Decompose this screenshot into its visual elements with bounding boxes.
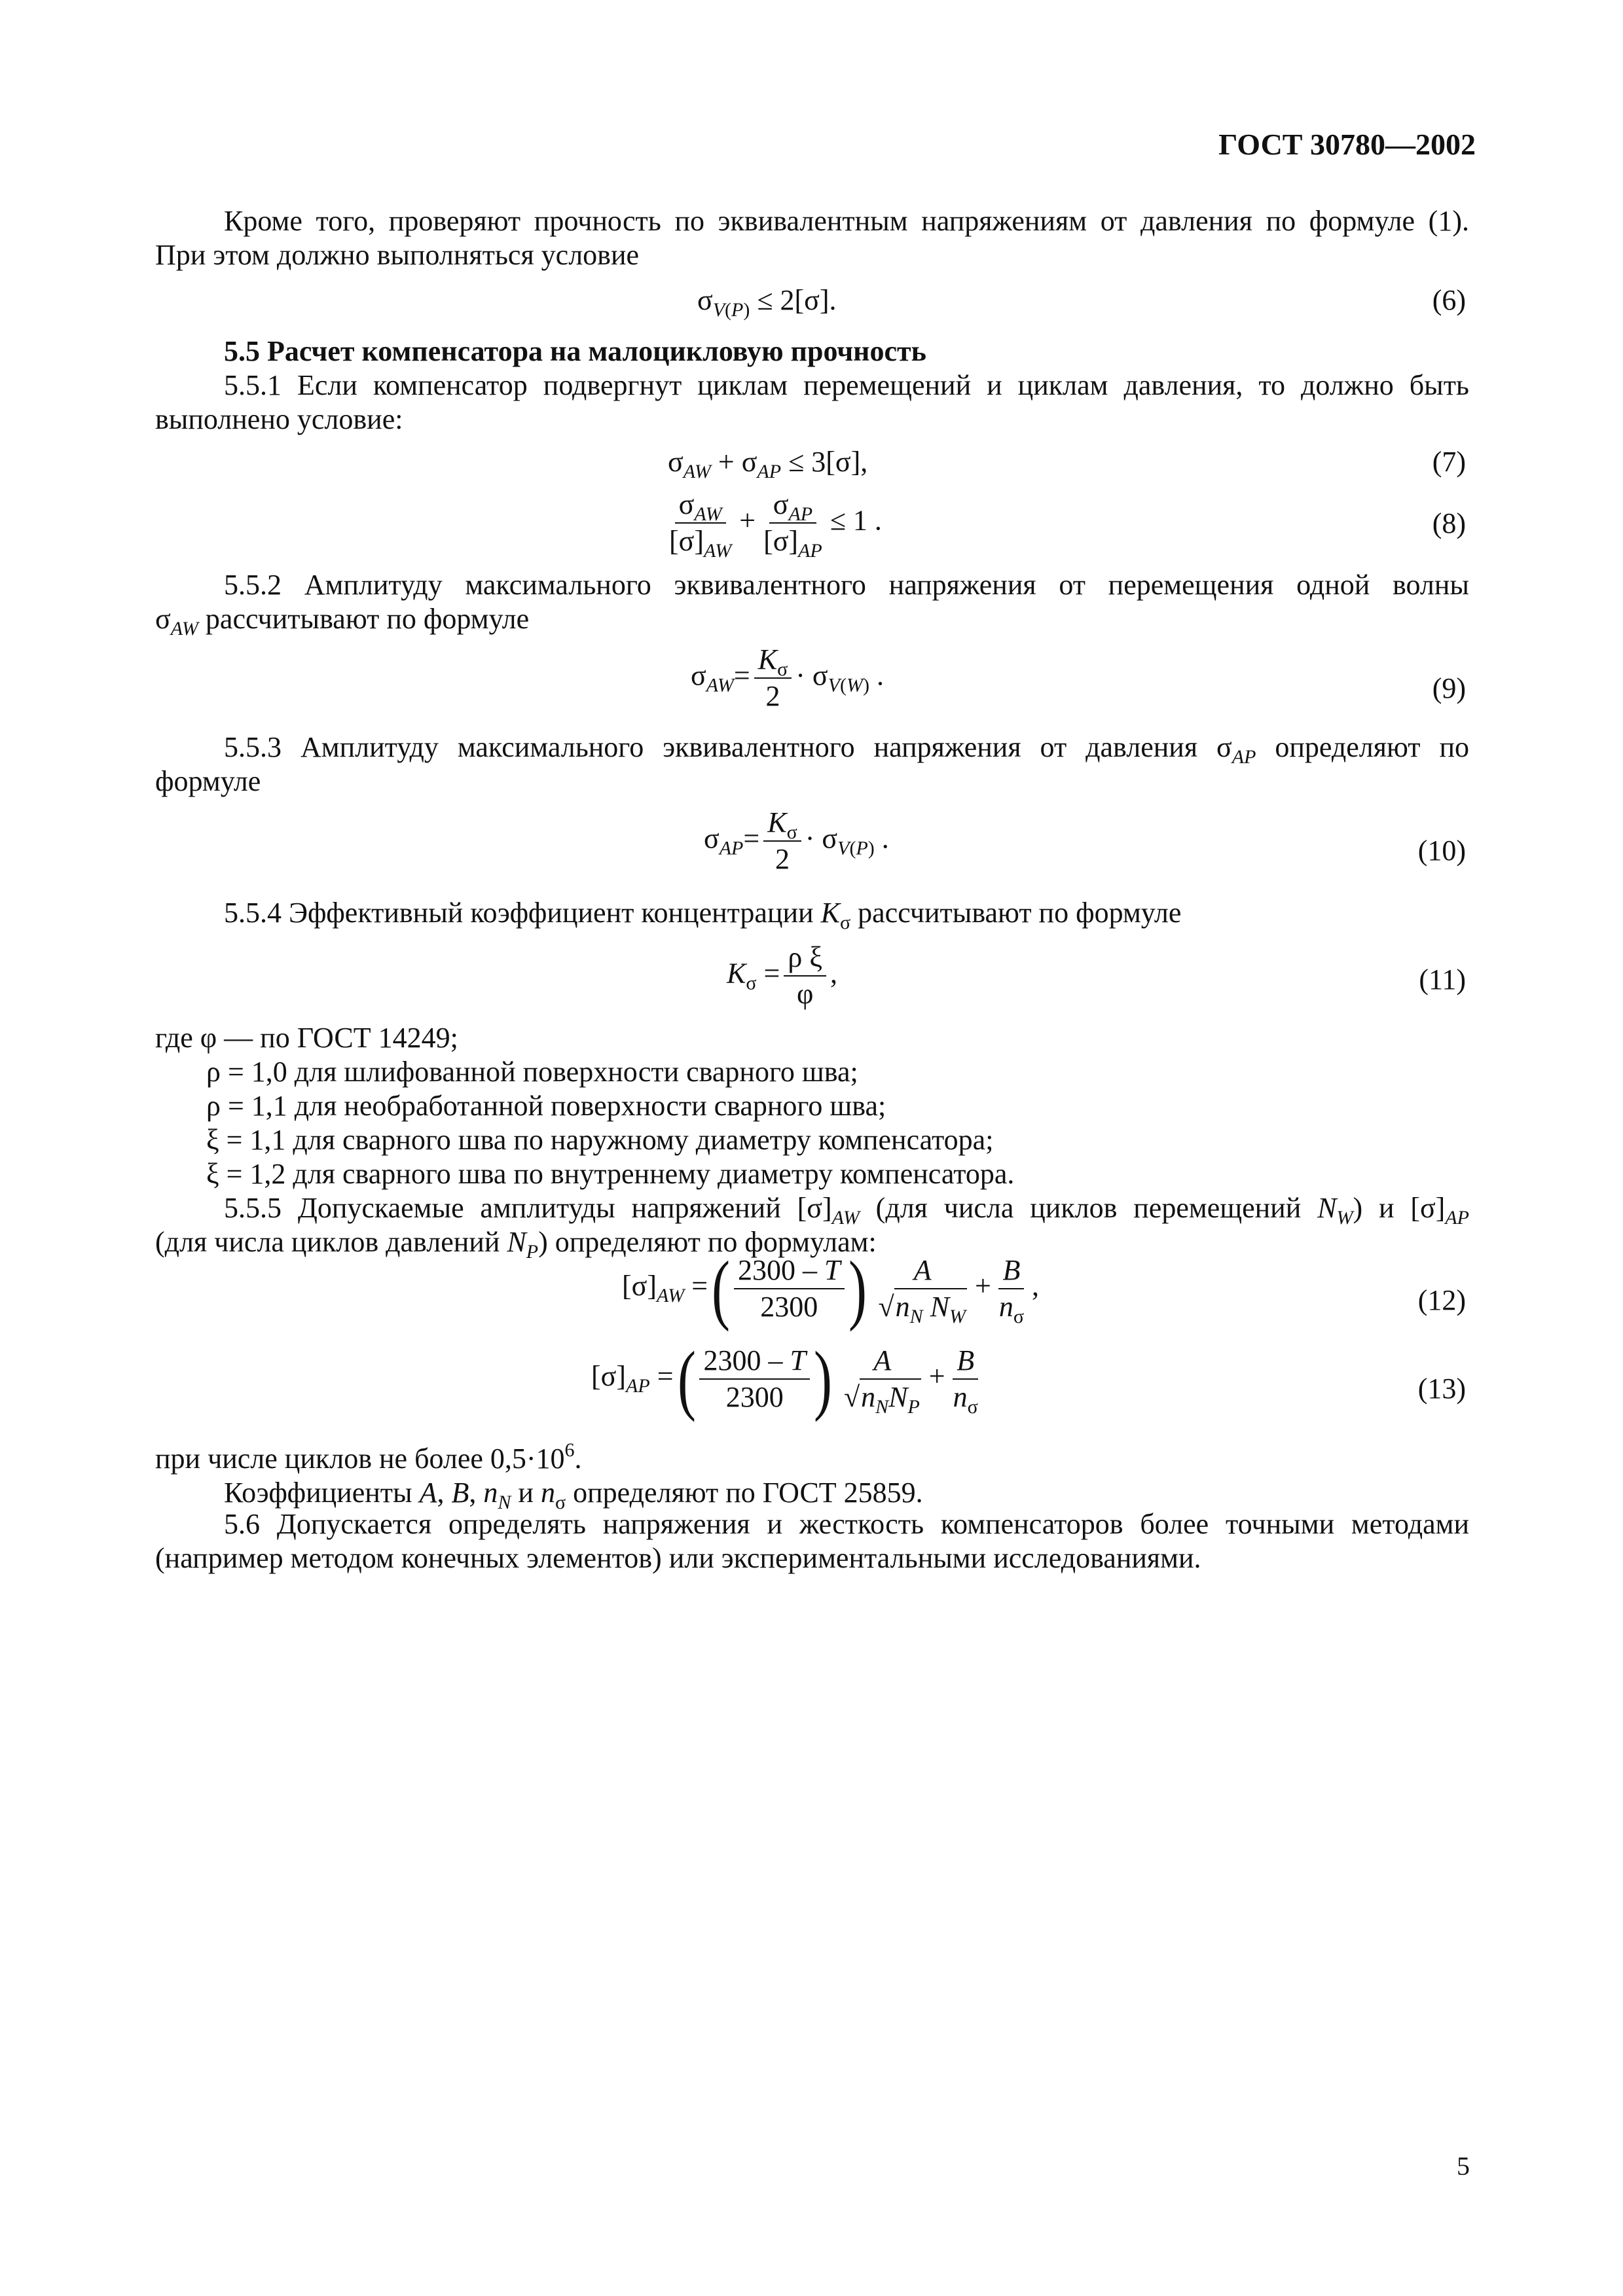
equation-number-8: (8) — [1432, 507, 1466, 539]
equation-number-11: (11) — [1419, 963, 1466, 996]
document-header: ГОСТ 30780—2002 — [1218, 128, 1476, 161]
equation-8: $\frac{\sigma_{AW}}{[\sigma]_{AW}}$ + $\frac{\sigma_{AP}}{[\sigma]_{AP}}$ ≤ 1 . — [669, 488, 882, 562]
p552-line-2-tail: рассчитывают по формуле — [198, 603, 530, 635]
intro-paragraph — [155, 204, 1469, 272]
equation-7: $\sigma_{AW} + \sigma_{AP} \le 3[\sigma]$, — [668, 446, 868, 482]
paragraph-5-5-4: 5.5.4 Эффективный коэффициент концентрации $K_\sigma$ рассчитывают по формуле — [224, 897, 1182, 933]
p551-line-2: выполнено условие: — [155, 403, 403, 435]
p552-line-2: $\sigma_{AW}$ рассчитывают по формуле — [155, 603, 530, 639]
p552-line-1: 5.5.2 Амплитуду максимального эквивалентного напряжения от перемещения одной волны — [224, 569, 1469, 601]
p56-line-1: 5.6 Допускается определять напряжения и жесткость компенсаторов более точными методами — [224, 1508, 1469, 1540]
equation-11: $K_\sigma$ = $\frac{\text{ρ ξ}}{\varphi}$ , — [727, 941, 837, 1011]
p555-part-5: ) определяют по формулам: — [538, 1226, 877, 1258]
cycles-note-sup: 6 — [564, 1439, 575, 1461]
equation-number-9: (9) — [1432, 672, 1466, 704]
equation-10: $\sigma_{AP}=$ $\frac{K_\sigma}{2}$ · $\sigma_{V(P)}$ . — [704, 806, 889, 876]
p555-part-4: (для числа циклов давлений — [155, 1226, 507, 1258]
equation-9: $\sigma_{AW}=$ $\frac{K_\sigma}{2}$ · $\sigma_{V(W)}$ . — [691, 643, 884, 713]
intro-line-2: При этом должно выполняться условие — [155, 239, 640, 271]
equation-number-7: (7) — [1432, 446, 1466, 478]
coeffs-tail: определяют по ГОСТ 25859. — [566, 1477, 923, 1509]
equation-number-12: (12) — [1417, 1284, 1466, 1316]
coeffs-head: Коэффициенты — [224, 1477, 420, 1509]
where-phi: где φ — по ГОСТ 14249; — [155, 1022, 458, 1054]
cycles-note — [155, 1439, 582, 1475]
p555-part-1: 5.5.5 Допускаемые амплитуды напряжений — [224, 1192, 797, 1224]
paragraph-5-6 — [155, 1507, 1469, 1575]
where-xi-2: ξ = 1,2 для сварного шва по внутреннему диаметру компенсатора. — [206, 1158, 1015, 1190]
p553-line-1-tail: определяют по — [1256, 731, 1469, 763]
cycles-note-tail: . — [574, 1443, 582, 1475]
p554-head: 5.5.4 Эффективный коэффициент концентрации — [224, 897, 821, 929]
page-number: 5 — [1457, 2151, 1470, 2181]
p554-tail: рассчитывают по формуле — [850, 897, 1182, 929]
equation-number-10: (10) — [1417, 834, 1466, 867]
equation-13: $[\sigma]_{AP}$ =( $\frac{2300 - T}{2300}$ ) $\frac{A}{√n_NN_P}$ + $\frac{B}{n_\sigma}$ — [591, 1335, 978, 1422]
paragraph-5-5-2 — [155, 568, 1469, 639]
equation-number-13: (13) — [1417, 1372, 1466, 1405]
where-rho-2: ρ = 1,1 для необработанной поверхности сварного шва; — [206, 1090, 886, 1122]
p56-line-2: (например методом конечных элементов) или экспериментальными исследованиями. — [155, 1542, 1201, 1574]
p553-line-1-head: 5.5.3 Амплитуду максимального эквивалентного напряжения от давления — [224, 731, 1217, 763]
coefficients-note: Коэффициенты A, B, $n_N$ и $n_\sigma$ определяют по ГОСТ 25859. — [224, 1477, 923, 1513]
where-rho-1: ρ = 1,0 для шлифованной поверхности сварного шва; — [206, 1056, 858, 1088]
where-xi-1: ξ = 1,1 для сварного шва по наружному диаметру компенсатора; — [206, 1124, 994, 1156]
p555-part-2: (для числа циклов перемещений — [859, 1192, 1318, 1224]
p551-line-1: 5.5.1 Если компенсатор подвергнут циклам перемещений и циклам давления, то должно быть — [224, 369, 1469, 401]
paragraph-5-5-5: 5.5.5 Допускаемые амплитуды напряжений $[\sigma]_{AW}$ (для числа циклов перемещений $N_W$) и $[\sigma]_{AP}$ (для числа циклов давлений $N_P$) определяют по формулам: — [155, 1192, 1469, 1263]
section-title-5-5: 5.5 Расчет компенсатора на малоцикловую прочность — [224, 335, 926, 367]
paragraph-5-5-3: 5.5.3 Амплитуду максимального эквивалентного напряжения от давления $\sigma_{AP}$ определяют по формуле — [155, 731, 1469, 797]
equation-6: $\sigma_{V(P)} \le 2[\sigma]$. — [697, 284, 837, 321]
paragraph-5-5-1 — [155, 368, 1469, 437]
p553-line-2: формуле — [155, 765, 261, 797]
where-list — [155, 1021, 1014, 1191]
cycles-note-head: при числе циклов не более 0,5·10 — [155, 1443, 565, 1475]
equation-12: $[\sigma]_{AW}$ =( $\frac{2300 - T}{2300}$ ) $\frac{A}{√n_N N_W}$ + $\frac{B}{n_\sigma}$ , — [622, 1245, 1040, 1332]
p555-part-3: ) и — [1353, 1192, 1411, 1224]
equation-number-6: (6) — [1432, 284, 1466, 316]
intro-line-1: Кроме того, проверяют прочность по эквивалентным напряжениям от давления по формуле (1). — [224, 205, 1469, 237]
